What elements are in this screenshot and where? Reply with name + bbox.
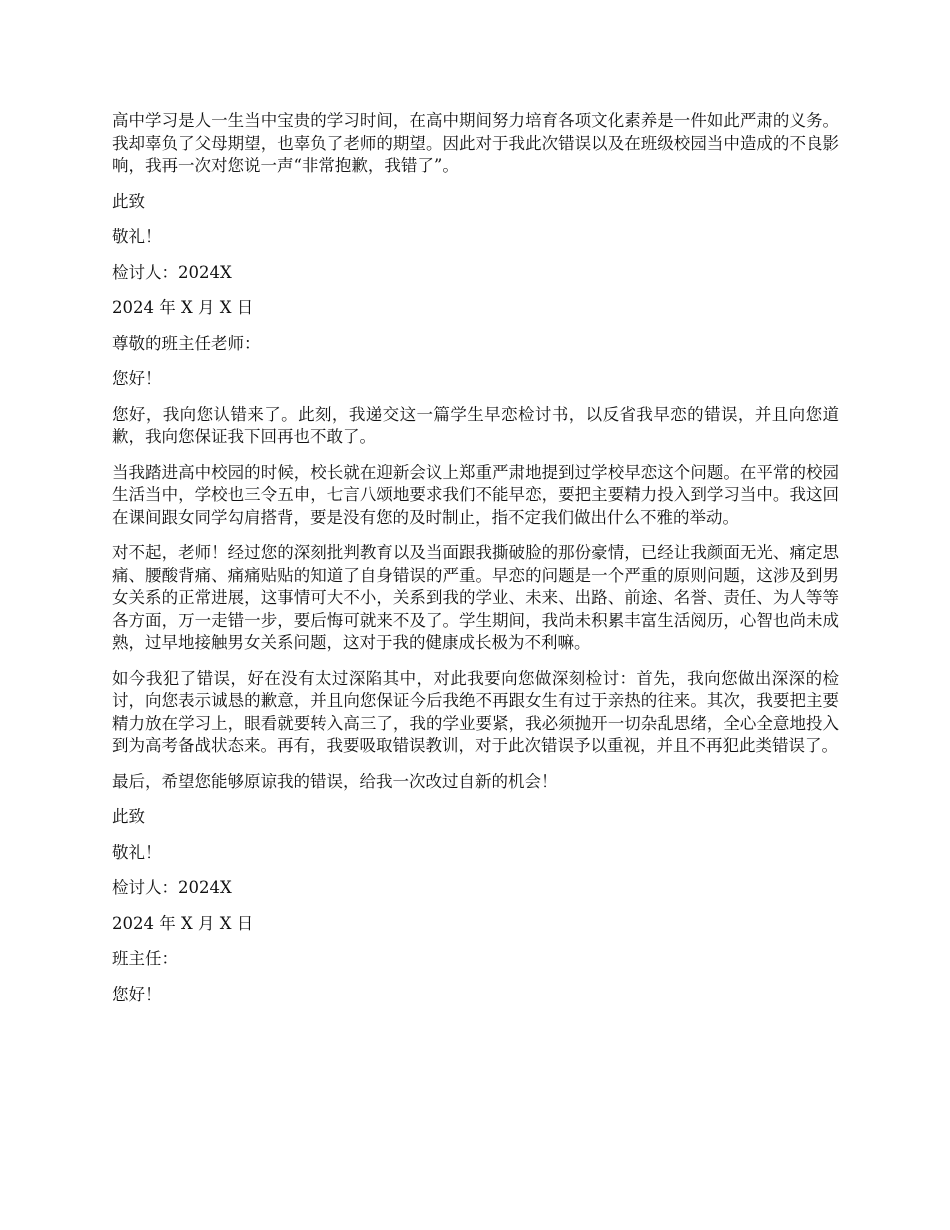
signature-date-2: 2024 年 X 月 X 日 xyxy=(112,913,254,933)
document-page xyxy=(112,110,839,1019)
closing-cizhi-2: 此致 xyxy=(112,807,145,826)
paragraph-commitment: 如今我犯了错误，好在没有太过深陷其中，对此我要向您做深刻检讨：首先，我向您做出深深的检讨，向您表示诚恳的歉意，并且向您保证今后我绝不再跟女生有过于亲热的往来。其次，我要把主要精力放在学习上，眼看就要转入高三了，我的学业要紧，我必须抛开一切杂乱思绪，全心全意地投入到为高考备战状态来。再有，我要吸取错误教训，对于此次错误予以重视，并且不再犯此类错误了。 xyxy=(112,668,839,755)
closing-cizhi: 此致 xyxy=(112,191,145,211)
greeting-2: 您好！ xyxy=(112,984,162,1004)
signature-author-2: 检讨人：2024X xyxy=(112,878,232,897)
closing-jingli-2: 敬礼！ xyxy=(112,842,162,862)
paragraph-study-importance: 高中学习是人一生当中宝贵的学习时间，在高中期间努力培育各项文化素养是一件如此严肃的义务。我却辜负了父母期望，也辜负了老师的期望。因此对于我此次错误以及在班级校园当中造成的不良影响，我再一次对您说一声“非常抱歉，我错了”。 xyxy=(112,111,839,175)
greeting: 您好！ xyxy=(112,369,162,388)
salutation-teacher: 尊敬的班主任老师： xyxy=(112,333,261,353)
paragraph-reflection: 对不起，老师！经过您的深刻批判教育以及当面跟我撕破脸的那份豪情，已经让我颜面无光、痛定思痛、腰酸背痛、痛痛贴贴的知道了自身错误的严重。早恋的问题是一个严重的原则问题，这涉及到男女关系的正常进展，这事情可大不小，关系到我的学业、未来、出路、前途、名誉、责任、为人等等各方面，万一走错一步，要后悔可就来不及了。学生期间，我尚未积累丰富生活阅历，心智也尚未成熟，过早地接触男女关系问题，这对于我的健康成长极为不利嘛。 xyxy=(112,543,839,652)
signature-date: 2024 年 X 月 X 日 xyxy=(112,298,254,317)
paragraph-school-rules: 当我踏进高中校园的时候，校长就在迎新会议上郑重严肃地提到过学校早恋这个问题。在平常的校园生活当中，学校也三令五申，七言八颂地要求我们不能早恋，要把主要精力投入到学习当中。我这回在课间跟女同学勾肩搭背，要是没有您的及时制止，指不定我们做出什么不雅的举动。 xyxy=(112,462,839,527)
closing-jingli: 敬礼！ xyxy=(112,227,162,246)
paragraph-forgiveness: 最后，希望您能够原谅我的错误，给我一次改过自新的机会！ xyxy=(112,771,558,791)
salutation-banzhuren: 班主任： xyxy=(112,949,178,968)
paragraph-apology-intro: 您好，我向您认错来了。此刻，我递交这一篇学生早恋检讨书，以反省我早恋的错误，并且向您道歉，我向您保证我下回再也不敢了。 xyxy=(112,404,839,446)
signature-author: 检讨人：2024X xyxy=(112,262,232,282)
